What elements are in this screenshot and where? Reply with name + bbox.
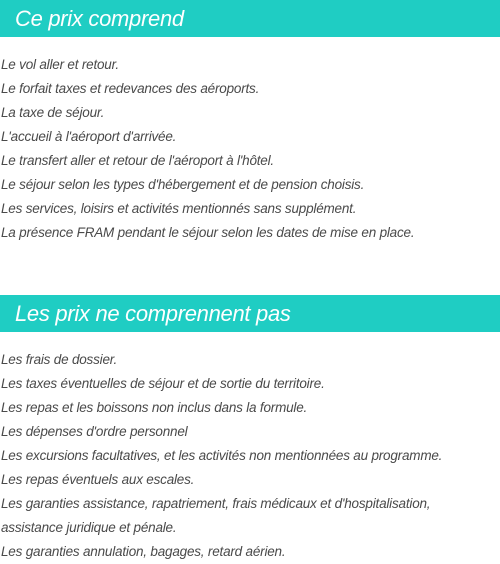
list-item: Le vol aller et retour. <box>1 57 119 72</box>
list-item: Le forfait taxes et redevances des aéroports. <box>1 81 260 96</box>
list-item: L'accueil à l'aéroport d'arrivée. <box>1 129 177 144</box>
list-item: Les taxes éventuelles de séjour et de sortie du territoire. <box>1 376 325 391</box>
excluded-section-title: Les prix ne comprennent pas <box>15 301 291 326</box>
included-list <box>1 53 414 245</box>
included-section-title: Ce prix comprend <box>15 6 184 31</box>
list-item: Les garanties annulation, bagages, retard aérien. <box>1 544 286 559</box>
list-item: La présence FRAM pendant le séjour selon les dates de mise en place. <box>1 225 415 240</box>
list-item: Le transfert aller et retour de l'aéroport à l'hôtel. <box>1 153 274 168</box>
list-item: assistance juridique et pénale. <box>1 520 177 535</box>
list-item: Les services, loisirs et activités mentionnés sans supplément. <box>1 201 357 216</box>
excluded-list <box>1 348 442 564</box>
excluded-section-header <box>0 295 500 332</box>
list-item: Les excursions facultatives, et les activités non mentionnées au programme. <box>1 448 443 463</box>
list-item: Les frais de dossier. <box>1 352 118 367</box>
list-item: Les dépenses d'ordre personnel <box>1 424 188 439</box>
list-item: Les repas éventuels aux escales. <box>1 472 195 487</box>
list-item: Le séjour selon les types d'hébergement et de pension choisis. <box>1 177 365 192</box>
list-item: Les garanties assistance, rapatriement, frais médicaux et d'hospitalisation, <box>1 496 431 511</box>
list-item: La taxe de séjour. <box>1 105 105 120</box>
included-section-header <box>0 0 500 37</box>
list-item: Les repas et les boissons non inclus dans la formule. <box>1 400 308 415</box>
